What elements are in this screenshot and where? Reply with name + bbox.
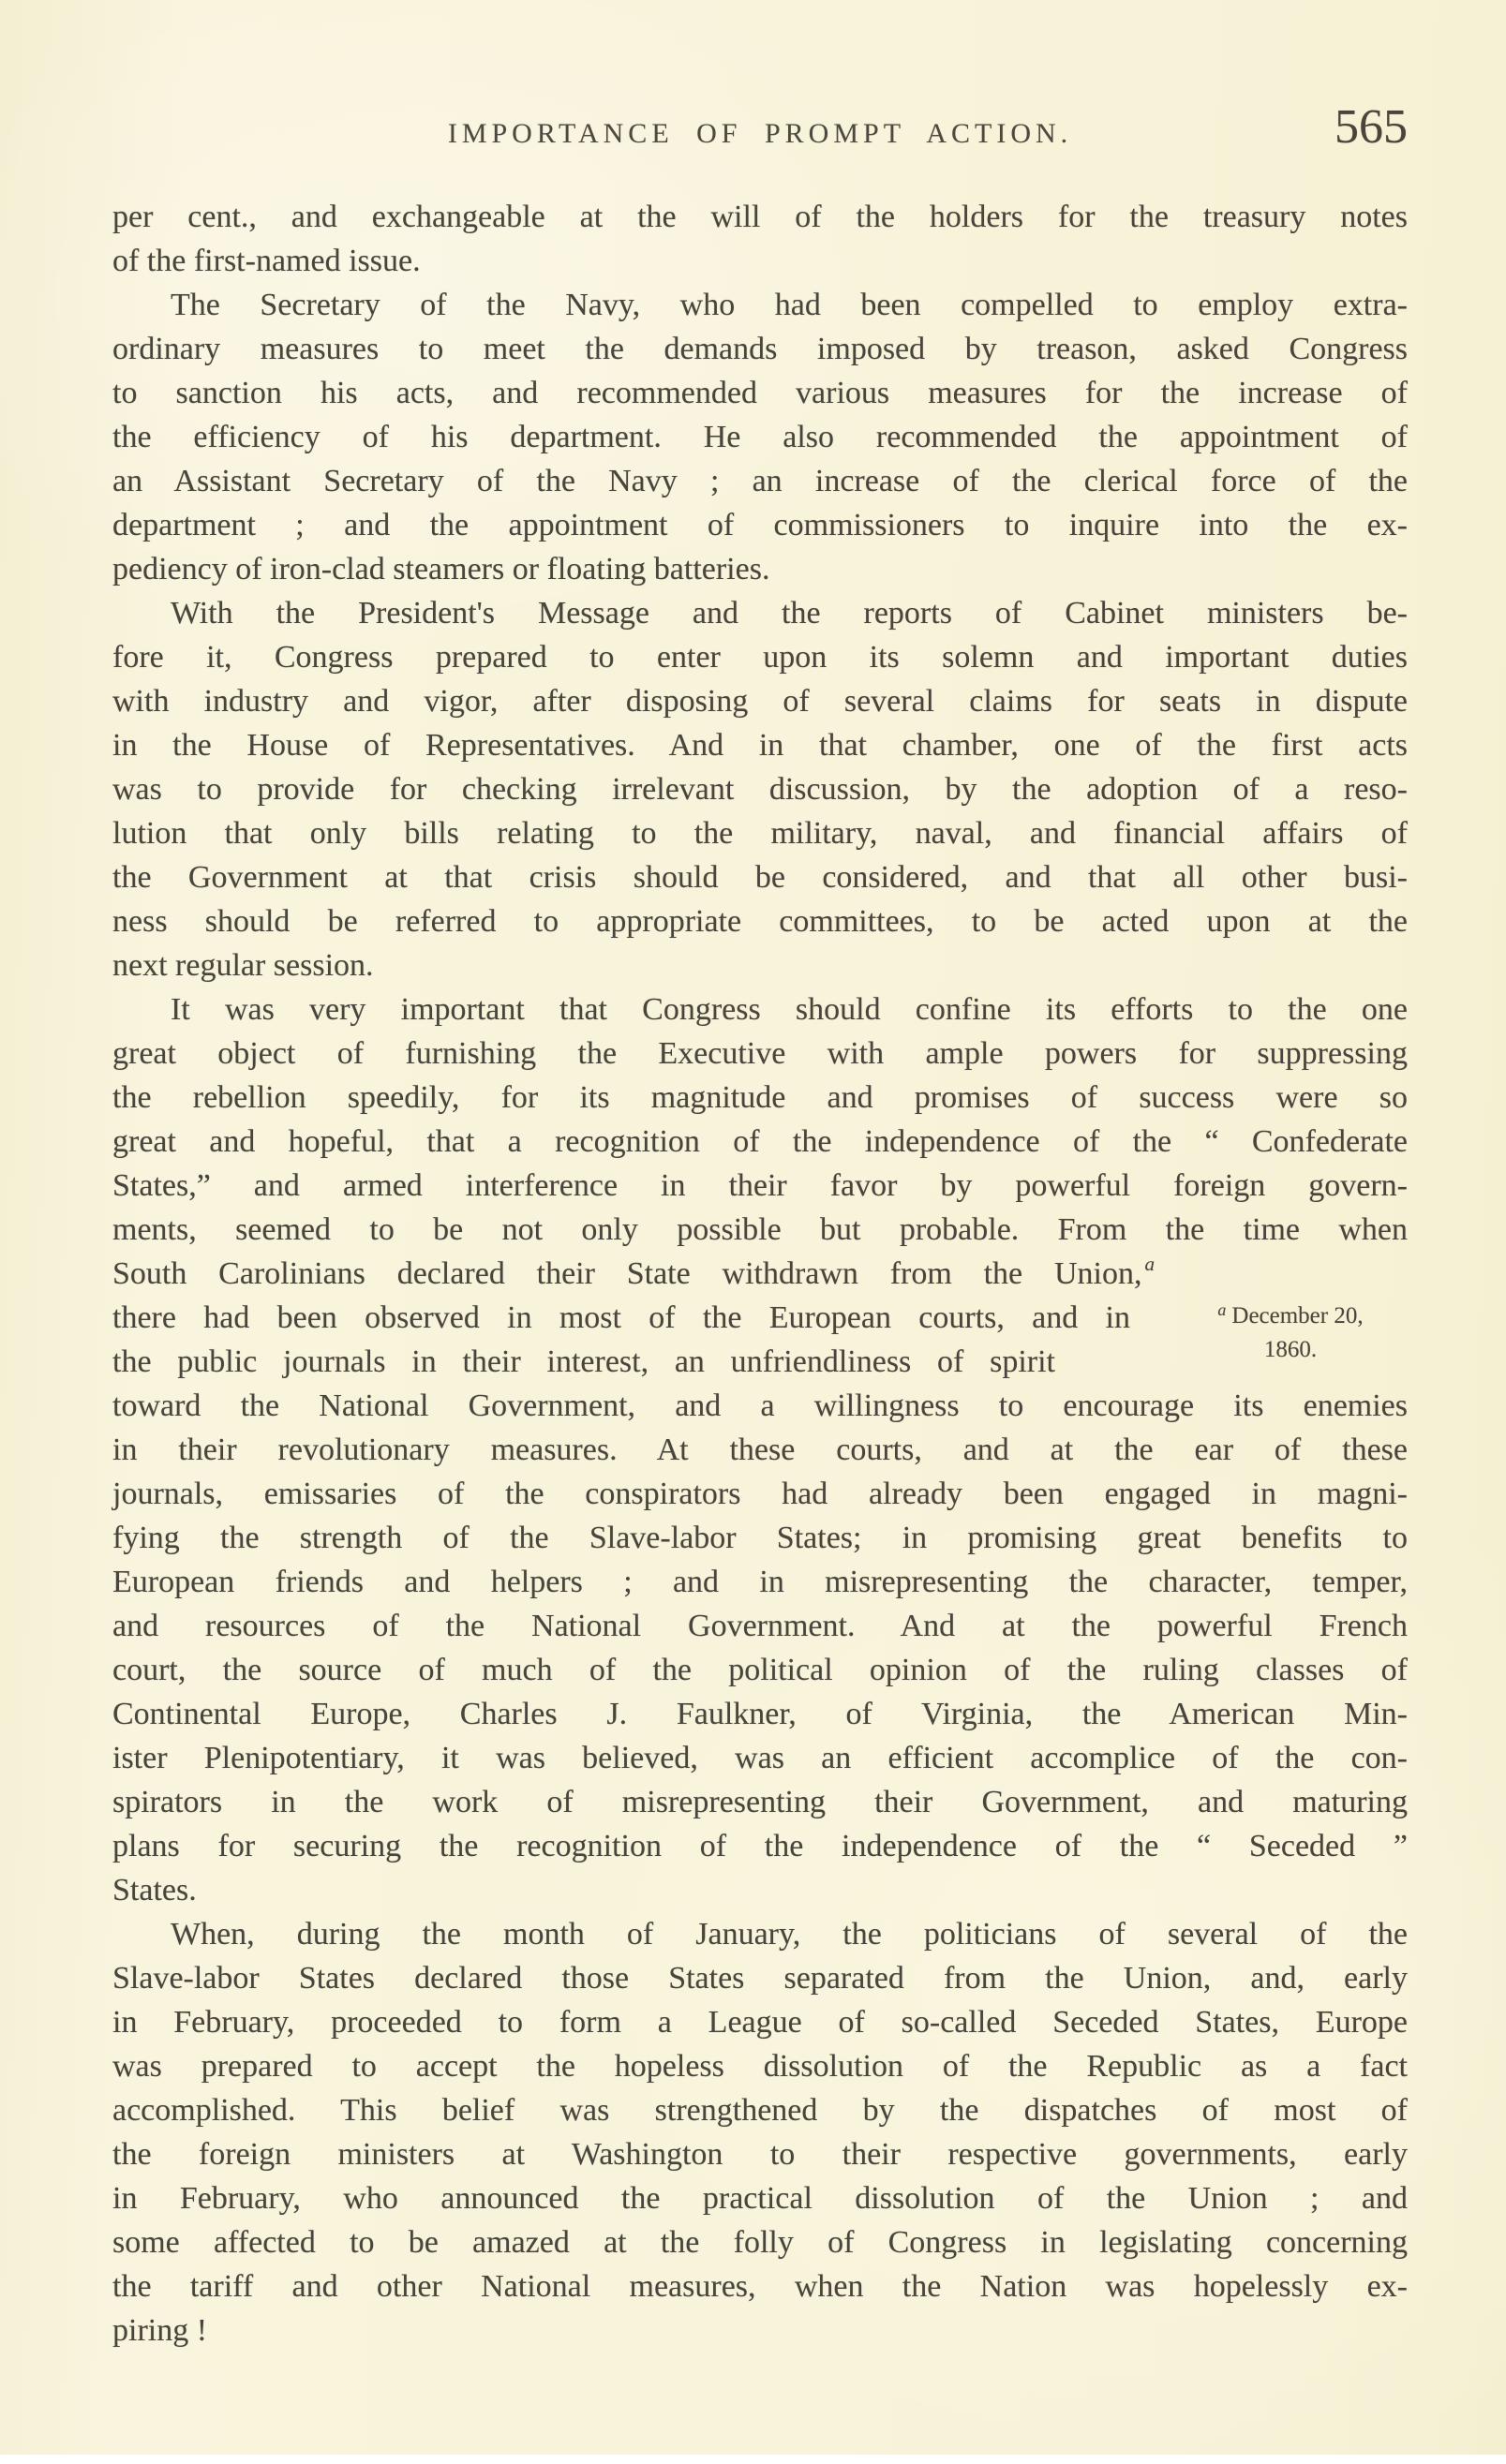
text-line: in February, proceeded to form a League of so-called Seceded States, Europe xyxy=(112,2005,1408,2040)
text-line: in their revolutionary measures. At these courts, and at the ear of these xyxy=(112,1432,1408,1467)
page-title: IMPORTANCE OF PROMPT ACTION. xyxy=(447,118,1073,149)
text-line: court, the source of much of the political opinion of the ruling classes of xyxy=(112,1653,1408,1687)
text-line: an Assistant Secretary of the Navy ; an increase of the clerical force of the xyxy=(112,464,1408,498)
text-line: department ; and the appointment of commissioners to inquire into the ex- xyxy=(112,508,1408,542)
text-line: great and hopeful, that a recognition of the independence of the “ Confederate xyxy=(112,1124,1408,1159)
text-line: the rebellion speedily, for its magnitude and promises of success were so xyxy=(112,1080,1408,1115)
text-line: With the President's Message and the reports of Cabinet ministers be- xyxy=(171,596,1408,631)
text-line: some affected to be amazed at the folly of Congress in legislating concerning xyxy=(112,2225,1408,2260)
sidenote-year-text: 1860. xyxy=(1263,1337,1318,1362)
body-text xyxy=(112,195,1408,2353)
text-line: the efficiency of his department. He also recommended the appointment of xyxy=(112,420,1408,454)
text-line: was prepared to accept the hopeless dissolution of the Republic as a fact xyxy=(112,2049,1408,2084)
text-line: and resources of the National Government. And at the powerful French xyxy=(112,1609,1408,1643)
text-line: spirators in the work of misrepresenting their Government, and maturing xyxy=(112,1785,1408,1819)
text-line: plans for securing the recognition of the independence of the “ Seceded ” xyxy=(112,1829,1408,1863)
page-number: 565 xyxy=(1335,100,1408,154)
text-line: with industry and vigor, after disposing of several claims for seats in dispute xyxy=(112,684,1408,719)
text-line: was to provide for checking irrelevant discussion, by the adoption of a reso- xyxy=(112,772,1408,807)
text-line: the public journals in their interest, an unfriendliness of spirit xyxy=(112,1344,1055,1379)
text-line: great object of furnishing the Executive with ample powers for suppressing xyxy=(112,1036,1408,1071)
footnote-marker: a xyxy=(1217,1300,1227,1319)
text-line: per cent., and exchangeable at the will of the holders for the treasury notes xyxy=(112,200,1408,234)
text-line: the tariff and other National measures, when the Nation was hopelessly ex- xyxy=(112,2269,1408,2304)
text-line: The Secretary of the Navy, who had been compelled to employ extra- xyxy=(171,288,1408,322)
text-line: fying the strength of the Slave-labor States; in promising great benefits to xyxy=(112,1521,1408,1555)
text-line: journals, emissaries of the conspirators had already been engaged in magni- xyxy=(112,1477,1408,1511)
text-line: ister Plenipotentiary, it was believed, was an efficient accomplice of the con- xyxy=(112,1741,1408,1775)
text-line: It was very important that Congress should confine its efforts to the one xyxy=(171,992,1408,1027)
text-line: next regular session. xyxy=(112,948,374,983)
text-line: in the House of Representatives. And in that chamber, one of the first acts xyxy=(112,728,1408,763)
text-line: Slave-labor States declared those States separated from the Union, and, early xyxy=(112,1961,1408,1996)
text-line: ordinary measures to meet the demands imposed by treason, asked Congress xyxy=(112,332,1408,366)
text-line: accomplished. This belief was strengthened by the dispatches of most of xyxy=(112,2093,1408,2128)
text-line: Continental Europe, Charles J. Faulkner, of Virginia, the American Min- xyxy=(112,1697,1408,1731)
text-line: States. xyxy=(112,1873,197,1907)
text-line: lution that only bills relating to the military, naval, and financial affairs of xyxy=(112,816,1408,851)
text-lines xyxy=(112,195,1408,2353)
text-line: ness should be referred to appropriate committees, to be acted upon at the xyxy=(112,904,1408,939)
text-line: States,” and armed interference in their favor by powerful foreign govern- xyxy=(112,1168,1408,1203)
text-line: toward the National Government, and a willingness to encourage its enemies xyxy=(112,1388,1408,1423)
text-line: European friends and helpers ; and in misrepresenting the character, temper, xyxy=(112,1565,1408,1599)
sidenote-date-text: December 20, xyxy=(1231,1303,1364,1328)
sidenote-date-line xyxy=(1160,1293,1421,1333)
text-line: the foreign ministers at Washington to their respective governments, early xyxy=(112,2137,1408,2172)
text-line: to sanction his acts, and recommended various measures for the increase of xyxy=(112,376,1408,410)
text-line: there had been observed in most of the European courts, and in xyxy=(112,1300,1130,1335)
text-line: When, during the month of January, the politicians of several of the xyxy=(171,1917,1408,1952)
sidenote-date xyxy=(1160,1293,1421,1367)
text-line: fore it, Congress prepared to enter upon its solemn and important duties xyxy=(112,640,1408,675)
text-line: in February, who announced the practical dissolution of the Union ; and xyxy=(112,2181,1408,2216)
running-head xyxy=(112,100,1408,165)
text-line: ments, seemed to be not only possible but probable. From the time when xyxy=(112,1212,1408,1247)
footnote-marker: a xyxy=(1144,1253,1155,1275)
scan-edge-strip xyxy=(0,2455,1506,2464)
text-line: South Carolinians declared their State withdrawn from the Union, $^a$ xyxy=(112,1253,1155,1291)
text-line: of the first-named issue. xyxy=(112,244,421,278)
text-line: piring ! xyxy=(112,2313,208,2348)
text-line: pediency of iron-clad steamers or floating batteries. xyxy=(112,552,770,586)
text-line: the Government at that crisis should be considered, and that all other busi- xyxy=(112,860,1408,895)
